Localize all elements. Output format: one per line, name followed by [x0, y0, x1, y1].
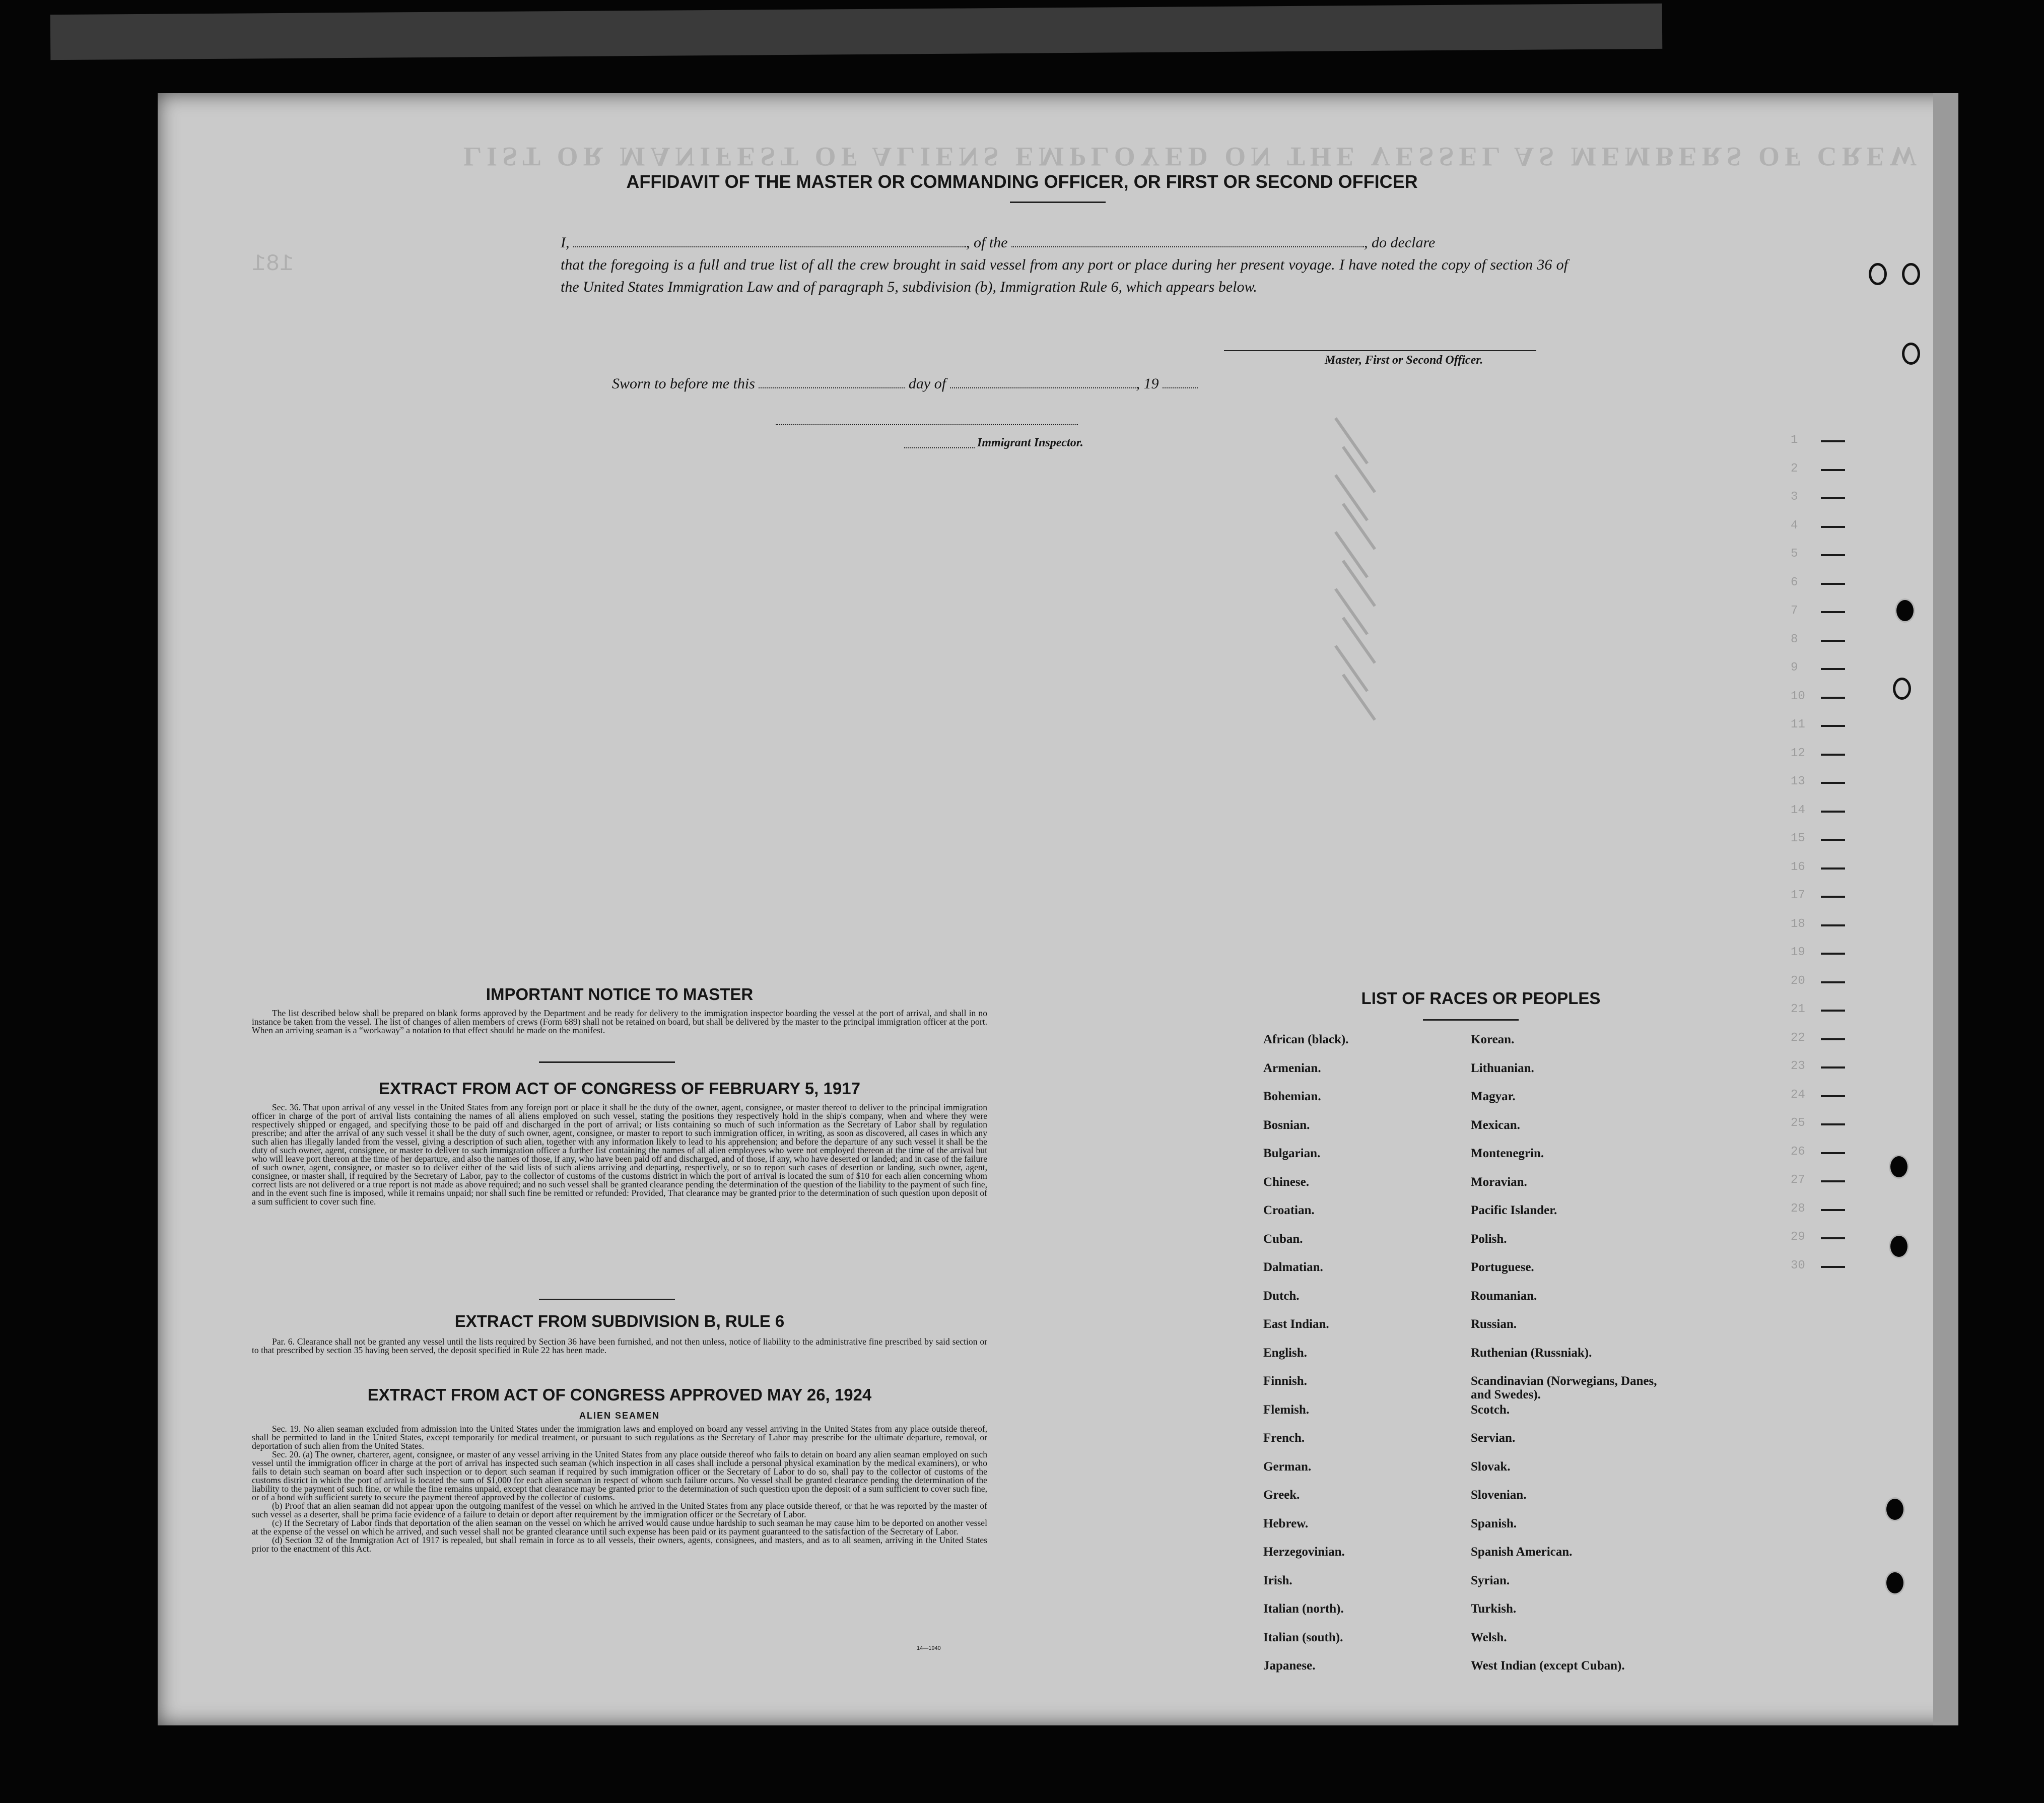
row-dash	[1821, 1095, 1845, 1097]
ghost-row-number: 15	[1791, 832, 1805, 845]
race-item: Armenian.	[1263, 1061, 1321, 1075]
ghost-row-number: 25	[1791, 1116, 1805, 1130]
ghost-row-number: 29	[1791, 1230, 1805, 1244]
divider	[539, 1299, 675, 1300]
extract-1924-text: Sec. 19. No alien seaman excluded from admission into the United States under the immigration laws and employed on board any vessel arriving in the United States from any place outside thereof, shall be permitted to land in the United States, except temporarily for medical treatment, or pursuant to such regulations as the Secretary of Labor may prescribe for the ultimate departure, removal, or deportation of such alien from the United States. Sec. 20. (a) The owner, charterer, agent, consignee, or master of any vessel arriving in the United States from any place outside thereof who fails to detain on board any alien seaman employed on such vessel until the immigration officer in charge at the port of arrival has inspected such seaman (which inspection in all cases shall include a personal physical examination by the medical examiners), or who fails to detain such seaman on board after such inspection or to deport such seaman if required by such immigration officer or the Secretary of Labor to do so, shall pay to the collector of customs of the customs district in which the port of arrival is located the sum of $1,000 for each alien seaman in respect of whom such failure occurs. No vessel shall be granted clearance pending the determination of the liability to the payment of such fine, or while the fine remains unpaid, except that clearance may be granted prior to the determination of such question upon the deposit of a sum sufficient to cover such fine, or of a bond with sufficient surety to secure the payment thereof approved by the collector of customs. (b) Proof that an alien seaman did not appear upon the outgoing manifest of the vessel on which he arrived in the United States from any place outside thereof, or that he was reported by the master of such vessel as a deserter, shall be prima facie evidence of a failure to detain or deport after requirement by the immigration officer or the Secretary of Labor. (c) If the Secretary of Labor finds that deportation of the alien seaman on the vessel on which he arrived would cause undue hardship to such seaman he may cause him to be deported on another vessel at the expense of the vessel on which he arrived, and such vessel shall not be granted clearance until such expense has been paid or its payment guaranteed to the satisfaction of the Secretary of Labor. (d) Section 32 of the Immigration Act of 1917 is repealed, but shall remain in force as to all vessels, their owners, agents, consignees, and masters, and as to all seamen, arriving in the United States prior to the enactment of this Act.	[252, 1424, 987, 1554]
race-item: Flemish.	[1263, 1403, 1309, 1417]
ghost-row-number: 26	[1791, 1145, 1805, 1159]
ghost-row-number: 9	[1791, 661, 1798, 675]
alien-seamen-subtitle: ALIEN SEAMEN	[579, 1411, 660, 1421]
race-item: Russian.	[1471, 1317, 1517, 1331]
row-dash	[1821, 583, 1845, 585]
ghost-row-number: 24	[1791, 1088, 1805, 1102]
row-dash	[1821, 953, 1845, 955]
binder-hole	[1885, 1571, 1905, 1595]
ghost-row-number: 8	[1791, 632, 1798, 646]
ghost-row-number: 17	[1791, 889, 1805, 902]
race-item: Servian.	[1471, 1431, 1516, 1445]
race-item: Slovak.	[1471, 1459, 1511, 1474]
affidavit-title: AFFIDAVIT OF THE MASTER OR COMMANDING OFFICER, OR FIRST OR SECOND OFFICER	[626, 171, 1418, 192]
notice-title: IMPORTANT NOTICE TO MASTER	[486, 985, 754, 1004]
race-item: Bosnian.	[1263, 1118, 1310, 1132]
vessel-field[interactable]	[1011, 235, 1364, 247]
row-dash	[1821, 1123, 1845, 1125]
extract-rule6-title: EXTRACT FROM SUBDIVISION B, RULE 6	[454, 1312, 785, 1330]
binder-hole	[1885, 1497, 1905, 1521]
extract-1924-title: EXTRACT FROM ACT OF CONGRESS APPROVED MAY 26, 1924	[367, 1385, 872, 1404]
ghost-manifest-title: LIST OR MANIFEST OF ALIENS EMPLOYED ON THE VESSEL AS MEMBERS OF CREW	[463, 142, 1922, 172]
binder-hole	[1893, 678, 1911, 700]
master-signature-label: Master, First or Second Officer.	[1325, 354, 1483, 367]
race-item: Scotch.	[1471, 1403, 1510, 1417]
race-item: Greek.	[1263, 1488, 1300, 1502]
ghost-row-number: 30	[1791, 1258, 1805, 1273]
row-dash	[1821, 1010, 1845, 1012]
ghost-row-number: 28	[1791, 1201, 1805, 1216]
ghost-row-number: 14	[1791, 803, 1805, 817]
race-item: Spanish.	[1471, 1516, 1517, 1530]
race-item: Cuban.	[1263, 1232, 1303, 1246]
race-item: West Indian (except Cuban).	[1471, 1659, 1625, 1673]
race-item: Dalmatian.	[1263, 1260, 1323, 1274]
binder-hole	[1902, 263, 1920, 285]
ghost-row-number: 7	[1791, 604, 1798, 618]
ghost-page-number: 181	[252, 251, 294, 277]
ghost-row-number: 16	[1791, 860, 1805, 874]
race-item: English.	[1263, 1346, 1307, 1360]
binding-strip	[1933, 93, 1958, 1725]
race-item: Chinese.	[1263, 1175, 1309, 1189]
row-dash	[1821, 640, 1845, 642]
race-item: Pacific Islander.	[1471, 1204, 1557, 1217]
race-item: Turkish.	[1471, 1602, 1517, 1616]
row-dash	[1821, 497, 1845, 499]
row-dash	[1821, 1038, 1845, 1040]
row-dash	[1821, 1237, 1845, 1239]
binder-hole	[1889, 1155, 1909, 1179]
ghost-row-number: 21	[1791, 1003, 1805, 1016]
binder-hole	[1869, 263, 1887, 285]
row-dash	[1821, 697, 1845, 699]
row-dash	[1821, 924, 1845, 926]
row-dash	[1821, 754, 1845, 756]
race-item: French.	[1263, 1431, 1305, 1445]
row-dash	[1821, 469, 1845, 471]
race-item: Italian (south).	[1263, 1630, 1343, 1644]
inspector-dots	[904, 447, 975, 449]
ghost-row-number: 23	[1791, 1059, 1805, 1073]
race-item: Ruthenian (Russniak).	[1471, 1346, 1592, 1360]
race-item: Syrian.	[1471, 1573, 1510, 1587]
ghost-row-number: 3	[1791, 490, 1798, 504]
race-item: Hebrew.	[1263, 1516, 1309, 1530]
form-code: 14—1940	[917, 1645, 941, 1651]
title-rule	[1010, 202, 1106, 203]
inspector-signature-line[interactable]	[776, 424, 1078, 426]
row-dash	[1821, 611, 1845, 613]
race-item: Roumanian.	[1471, 1289, 1537, 1303]
race-item: Bulgarian.	[1263, 1147, 1321, 1160]
race-item: Scandinavian (Norwegians, Danes, and Swedes).	[1471, 1374, 1657, 1401]
name-field[interactable]	[573, 235, 966, 247]
row-dash	[1821, 782, 1845, 784]
race-item: African (black).	[1263, 1033, 1349, 1046]
ghost-row-number: 22	[1791, 1031, 1805, 1045]
sworn-year-field[interactable]	[1163, 376, 1198, 388]
row-dash	[1821, 896, 1845, 898]
race-item: Spanish American.	[1471, 1545, 1573, 1559]
race-item: Slovenian.	[1471, 1488, 1527, 1502]
ghost-row-number: 12	[1791, 746, 1805, 760]
row-dash	[1821, 1180, 1845, 1182]
sworn-line: Sworn to before me this day of , 19	[612, 373, 1619, 395]
races-rule	[1423, 1019, 1519, 1021]
race-item: Welsh.	[1471, 1630, 1507, 1644]
master-signature-line[interactable]	[1224, 350, 1536, 351]
race-item: East Indian.	[1263, 1317, 1329, 1331]
ghost-row-number: 6	[1791, 575, 1798, 589]
extract-rule6-text: Par. 6. Clearance shall not be granted any vessel until the lists required by Section 36 have been furnished, and not then unless, notice of liability to the administrative fine prescribed by said section or to that prescribed by section 35 having been served, the deposit specified in Rule 22 has been made.	[252, 1337, 987, 1355]
scan-edge	[50, 4, 1663, 60]
row-dash	[1821, 554, 1845, 556]
row-dash	[1821, 725, 1845, 727]
race-item: Magyar.	[1471, 1090, 1516, 1103]
race-item: Montenegrin.	[1471, 1147, 1544, 1160]
row-dash	[1821, 981, 1845, 983]
race-item: Irish.	[1263, 1573, 1292, 1587]
affidavit-body: that the foregoing is a full and true list of all the crew brought in said vessel from any port or place during her present voyage. I have noted the copy of section 36 of the United States Immigration Law and of paragraph 5, subdivision (b), Immigration Rule 6, which appears below.	[561, 256, 1568, 295]
race-item: Portuguese.	[1471, 1260, 1534, 1274]
race-item: Herzegovinian.	[1263, 1545, 1345, 1559]
ghost-row-number: 19	[1791, 946, 1805, 959]
race-item: Italian (north).	[1263, 1602, 1344, 1616]
row-dash	[1821, 1152, 1845, 1154]
row-dash	[1821, 1209, 1845, 1211]
row-dash	[1821, 839, 1845, 841]
binder-hole	[1902, 343, 1920, 365]
ghost-row-number: 27	[1791, 1173, 1805, 1187]
binder-hole	[1895, 598, 1915, 623]
races-title: LIST OF RACES OR PEOPLES	[1361, 989, 1601, 1008]
ghost-row-number: 11	[1791, 718, 1805, 731]
extract-1917-text: Sec. 36. That upon arrival of any vessel in the United States from any foreign port or place it shall be the duty of the owner, agent, consignee, or master thereof to deliver to the principal immigration officer in charge of the port of arrival lists containing the names of all aliens employed on such vessel, stating the positions they respectively hold in the ship's company, when and where they were respectively shipped or engaged, and specifying those to be paid off and discharged in the port of arrival; or lists containing so much of such information as the Secretary of Labor shall by regulation prescribe; and after the arrival of any such vessel it shall be the duty of such owner, agent, consignee, or master to report to such immigration officer, in writing, as soon as discovered, all cases in which any such alien has illegally landed from the vessel, giving a description of such alien, together with any information likely to lead to his apprehension; and before the departure of any such vessel it shall be the duty of such owner, agent, consignee, or master to deliver to such immigration officer a further list containing the names of all alien employees who were not employed thereon at the time of the arrival but who will leave port thereon at the time of her departure, and also the names of those, if any, who have been paid off and discharged, and of those, if any, who have deserted or landed; and in case of the failure of such owner, agent, consignee, or master so to deliver either of the said lists of such aliens arriving and departing, respectively, or so to report such cases of desertion or landing, such owner, agent, consignee, or master shall, if required by the Secretary of Labor, pay to the collector of customs of the customs district in which the port of arrival is located the sum of $10 for each alien concerning whom correct lists are not delivered or a true report is not made as above required; and no such vessel shall be granted clearance pending the determination of the question of the liability to the payment of such fine, and in the event such fine is imposed, while it remains unpaid; nor shall such fine be remitted or refunded: Provided, That clearance may be granted prior to the determination of such question upon deposit of a sum sufficient to cover such fine.	[252, 1102, 987, 1207]
race-item: Croatian.	[1263, 1204, 1315, 1217]
ghost-row-number: 10	[1791, 689, 1805, 703]
row-dash	[1821, 668, 1845, 670]
row-dash	[1821, 526, 1845, 528]
race-item: Dutch.	[1263, 1289, 1300, 1303]
ghost-row-number: 13	[1791, 775, 1805, 788]
ghost-row-number: 4	[1791, 518, 1798, 532]
row-dash	[1821, 867, 1845, 870]
race-item: Mexican.	[1471, 1118, 1520, 1132]
row-dash	[1821, 440, 1845, 442]
ghost-row-number: 20	[1791, 974, 1805, 988]
row-dash	[1821, 1066, 1845, 1069]
race-item: Korean.	[1471, 1033, 1515, 1046]
sworn-month-field[interactable]	[950, 376, 1136, 388]
ghost-row-number: 2	[1791, 461, 1798, 476]
binder-hole	[1889, 1234, 1909, 1258]
race-item: Finnish.	[1263, 1374, 1307, 1388]
race-item: Japanese.	[1263, 1659, 1316, 1673]
row-dash	[1821, 1266, 1845, 1268]
inspector-label: Immigrant Inspector.	[977, 436, 1083, 449]
notice-text: The list described below shall be prepared on blank forms approved by the Department and be ready for delivery to the immigration inspector boarding the vessel at the port of arrival, and shall in no instance be taken from the vessel. The list of changes of alien members of crews (Form 689) shall not be retained on board, but shall be delivered by the master to the principal immigration officer at the port. When an arriving seaman is a “workaway” a notation to that effect should be made on the manifest.	[252, 1008, 987, 1035]
divider	[539, 1061, 675, 1063]
row-dash	[1821, 811, 1845, 813]
affidavit-line-1: I, , of the , do declare	[561, 234, 1436, 251]
race-item: Polish.	[1471, 1232, 1507, 1246]
ghost-row-number: 5	[1791, 547, 1798, 561]
sworn-day-field[interactable]	[759, 376, 905, 388]
race-item: Lithuanian.	[1471, 1061, 1534, 1075]
race-item: Bohemian.	[1263, 1090, 1321, 1103]
race-item: Moravian.	[1471, 1175, 1527, 1189]
race-item: German.	[1263, 1459, 1312, 1474]
ghost-row-number: 1	[1791, 433, 1798, 447]
extract-1917-title: EXTRACT FROM ACT OF CONGRESS OF FEBRUARY 5, 1917	[379, 1079, 860, 1098]
ghost-row-number: 18	[1791, 917, 1805, 931]
